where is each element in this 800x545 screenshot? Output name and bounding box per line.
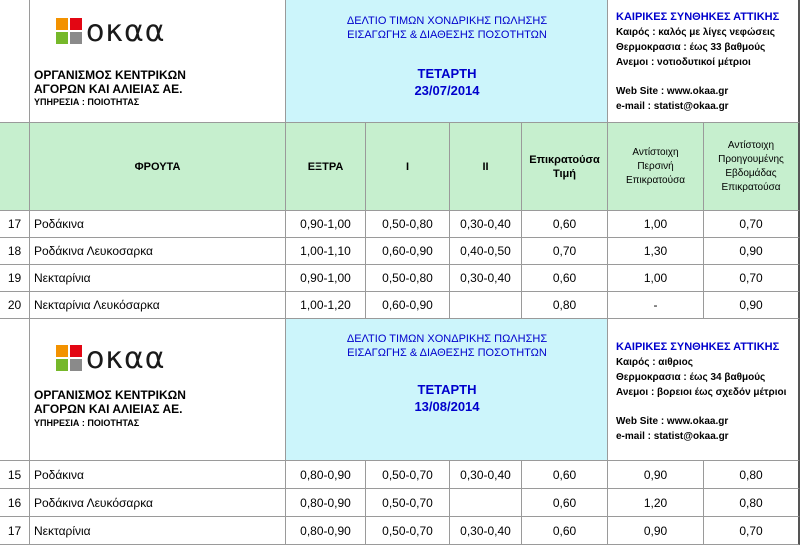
day-name: ΤΕΤΑΡΤΗ	[417, 382, 477, 397]
fruit-name[interactable]: Νεκταρίνια Λευκόσαρκα	[30, 292, 286, 319]
prev-year-price[interactable]: 0,90	[608, 517, 704, 545]
prev-week-price[interactable]: 0,80	[704, 461, 800, 489]
weather-condition: Καιρός : αιθριος	[616, 357, 693, 368]
price-grade-2[interactable]	[450, 292, 522, 319]
prevailing-price[interactable]: 0,60	[522, 461, 608, 489]
fruit-name[interactable]: Νεκταρίνια	[30, 265, 286, 292]
prev-year-price[interactable]: 1,20	[608, 489, 704, 517]
column-header-fruits[interactable]: ΦΡΟΥΤΑ	[30, 123, 286, 211]
org-line-2: ΑΓΟΡΩΝ ΚΑΙ ΑΛΙΕΙΑΣ ΑΕ.	[34, 82, 183, 96]
price-extra[interactable]: 0,90-1,00	[286, 265, 366, 292]
price-grade-1[interactable]: 0,50-0,80	[366, 265, 450, 292]
prevailing-price[interactable]: 0,60	[522, 265, 608, 292]
row-number[interactable]: 18	[0, 238, 30, 265]
prev-week-price[interactable]: 0,70	[704, 211, 800, 238]
prevailing-price[interactable]: 0,60	[522, 211, 608, 238]
row-header-cell[interactable]	[0, 0, 30, 123]
prev-week-price[interactable]: 0,70	[704, 265, 800, 292]
price-grade-1[interactable]: 0,50-0,70	[366, 489, 450, 517]
column-header-extra[interactable]: ΕΞΤΡΑ	[286, 123, 366, 211]
day-name: ΤΕΤΑΡΤΗ	[417, 66, 477, 81]
prevailing-price[interactable]: 0,80	[522, 292, 608, 319]
date-value: 23/07/2014	[414, 83, 480, 98]
price-grade-2[interactable]	[450, 489, 522, 517]
row-header-cell[interactable]	[0, 319, 30, 461]
logo-squares-icon	[56, 345, 84, 373]
row-number[interactable]: 17	[0, 517, 30, 545]
column-header-grade-2[interactable]: ΙΙ	[450, 123, 522, 211]
weather-wind: Ανεμοι : βορειοι έως σχεδόν μέτριοι	[616, 387, 787, 398]
weather-title: ΚΑΙΡΙΚΕΣ ΣΥΝΘΗΚΕΣ ΑΤΤΙΚΗΣ	[616, 11, 780, 23]
fruit-name[interactable]: Ροδάκινα	[30, 461, 286, 489]
row-number[interactable]: 15	[0, 461, 30, 489]
prev-year-price[interactable]: -	[608, 292, 704, 319]
row-number[interactable]: 17	[0, 211, 30, 238]
row-number[interactable]: 16	[0, 489, 30, 517]
prevailing-price[interactable]: 0,60	[522, 489, 608, 517]
logo-squares-icon	[56, 18, 84, 46]
column-header-prev-week[interactable]: Αντίστοιχη Προηγουμένης Εβδομάδας Επικρατούσα	[704, 123, 800, 211]
bulletin-line-1: ΔΕΛΤΙΟ ΤΙΜΩΝ ΧΟΝΔΡΙΚΗΣ ΠΩΛΗΣΗΣ	[346, 333, 548, 345]
prev-week-price[interactable]: 0,70	[704, 517, 800, 545]
website-text: Web Site : www.okaa.gr	[616, 86, 729, 97]
prev-year-price[interactable]: 1,00	[608, 265, 704, 292]
department-label: ΥΠΗΡΕΣΙΑ : ΠΟΙΟΤΗΤΑΣ	[34, 97, 140, 107]
row-number[interactable]: 20	[0, 292, 30, 319]
weather-temperature: Θερμοκρασια : έως 34 βαθμούς	[616, 372, 766, 383]
organization-name	[34, 388, 186, 416]
prev-year-price[interactable]: 1,00	[608, 211, 704, 238]
prev-year-price[interactable]: 0,90	[608, 461, 704, 489]
price-extra[interactable]: 1,00-1,10	[286, 238, 366, 265]
bulletin-date	[286, 65, 608, 99]
price-grade-1[interactable]: 0,50-0,70	[366, 517, 450, 545]
bulletin-line-2: ΕΙΣΑΓΩΓΗΣ & ΔΙΑΘΕΣΗΣ ΠΟΣΟΤΗΤΩΝ	[347, 29, 547, 41]
department-label: ΥΠΗΡΕΣΙΑ : ΠΟΙΟΤΗΤΑΣ	[34, 418, 140, 428]
price-grade-1[interactable]: 0,60-0,90	[366, 292, 450, 319]
bulletin-title	[286, 14, 608, 42]
weather-info	[616, 340, 798, 444]
prevailing-price[interactable]: 0,70	[522, 238, 608, 265]
logo-text: οκαα	[86, 14, 166, 49]
email-text: e-mail : statist@okaa.gr	[616, 101, 729, 112]
weather-temperature: Θερμοκρασια : έως 33 βαθμούς	[616, 42, 766, 53]
prev-year-price[interactable]: 1,30	[608, 238, 704, 265]
price-extra[interactable]: 0,80-0,90	[286, 489, 366, 517]
price-extra[interactable]: 0,90-1,00	[286, 211, 366, 238]
prev-week-price[interactable]: 0,90	[704, 238, 800, 265]
email-text: e-mail : statist@okaa.gr	[616, 431, 729, 442]
price-grade-1[interactable]: 0,50-0,70	[366, 461, 450, 489]
bulletin-line-2: ΕΙΣΑΓΩΓΗΣ & ΔΙΑΘΕΣΗΣ ΠΟΣΟΤΗΤΩΝ	[347, 347, 547, 359]
date-value: 13/08/2014	[414, 399, 480, 414]
bulletin-title	[286, 332, 608, 360]
org-line-1: ΟΡΓΑΝΙΣΜΟΣ ΚΕΝΤΡΙΚΩΝ	[34, 68, 186, 82]
organization-name	[34, 68, 186, 96]
price-grade-2[interactable]: 0,40-0,50	[450, 238, 522, 265]
column-header-num[interactable]	[0, 123, 30, 211]
bulletin-date	[286, 381, 608, 415]
prev-week-price[interactable]: 0,90	[704, 292, 800, 319]
price-grade-2[interactable]: 0,30-0,40	[450, 461, 522, 489]
org-line-1: ΟΡΓΑΝΙΣΜΟΣ ΚΕΝΤΡΙΚΩΝ	[34, 388, 186, 402]
fruit-name[interactable]: Νεκταρίνια	[30, 517, 286, 545]
price-extra[interactable]: 0,80-0,90	[286, 461, 366, 489]
bulletin-line-1: ΔΕΛΤΙΟ ΤΙΜΩΝ ΧΟΝΔΡΙΚΗΣ ΠΩΛΗΣΗΣ	[346, 15, 548, 27]
fruit-name[interactable]: Ροδάκινα Λευκοσαρκα	[30, 238, 286, 265]
row-number[interactable]: 19	[0, 265, 30, 292]
weather-title: ΚΑΙΡΙΚΕΣ ΣΥΝΘΗΚΕΣ ΑΤΤΙΚΗΣ	[616, 341, 780, 353]
website-text: Web Site : www.okaa.gr	[616, 416, 729, 427]
weather-condition: Καιρός : καλός με λίγες νεφώσεις	[616, 27, 775, 38]
price-grade-2[interactable]: 0,30-0,40	[450, 265, 522, 292]
price-grade-1[interactable]: 0,50-0,80	[366, 211, 450, 238]
price-grade-2[interactable]: 0,30-0,40	[450, 517, 522, 545]
prevailing-price[interactable]: 0,60	[522, 517, 608, 545]
weather-wind: Ανεμοι : νοτιοδυτικοί μέτριοι	[616, 57, 751, 68]
okaa-logo	[56, 341, 166, 376]
price-extra[interactable]: 0,80-0,90	[286, 517, 366, 545]
column-header-grade-1[interactable]: Ι	[366, 123, 450, 211]
fruit-name[interactable]: Ροδάκινα Λευκόσαρκα	[30, 489, 286, 517]
column-header-prevailing[interactable]: Επικρατούσα Τιμή	[522, 123, 608, 211]
prev-week-price[interactable]: 0,80	[704, 489, 800, 517]
price-grade-1[interactable]: 0,60-0,90	[366, 238, 450, 265]
logo-text: οκαα	[86, 341, 166, 376]
fruit-name[interactable]: Ροδάκινα	[30, 211, 286, 238]
okaa-logo	[56, 14, 166, 49]
price-extra[interactable]: 1,00-1,20	[286, 292, 366, 319]
org-line-2: ΑΓΟΡΩΝ ΚΑΙ ΑΛΙΕΙΑΣ ΑΕ.	[34, 402, 183, 416]
weather-info	[616, 10, 798, 114]
price-grade-2[interactable]: 0,30-0,40	[450, 211, 522, 238]
column-header-prev-year[interactable]: Αντίστοιχη Περσινή Επικρατούσα	[608, 123, 704, 211]
